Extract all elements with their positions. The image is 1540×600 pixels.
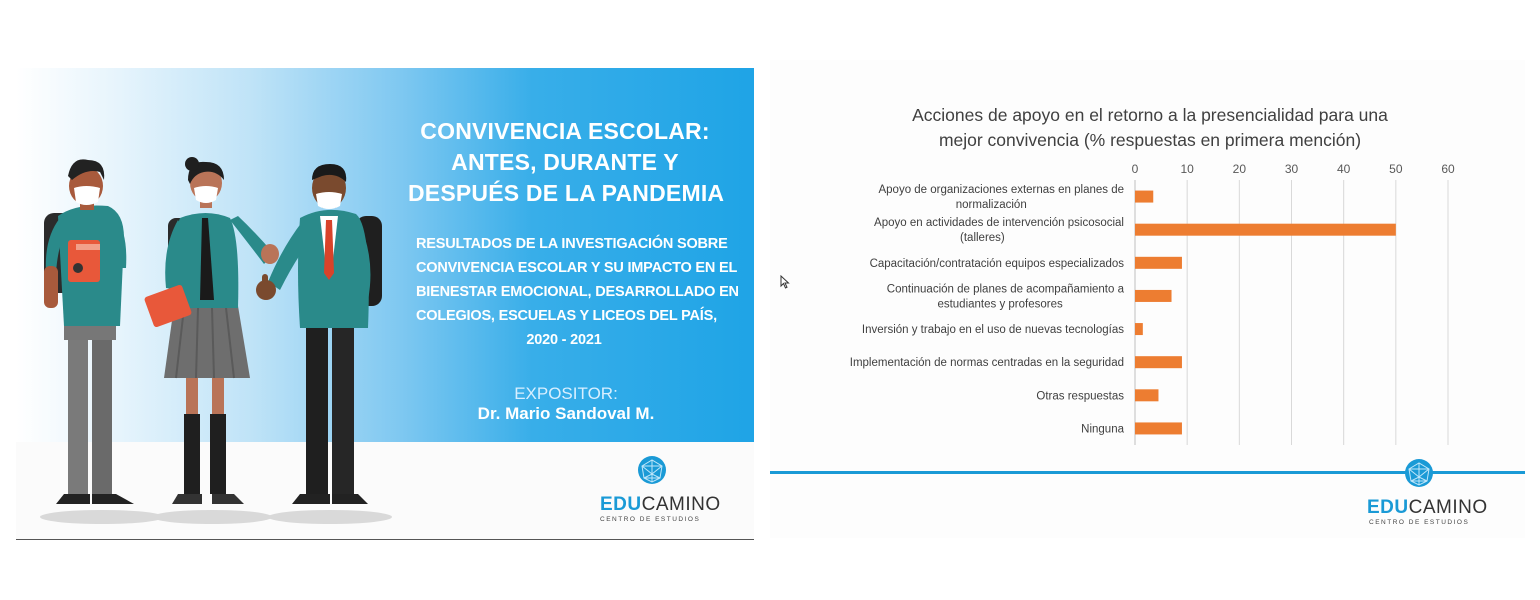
- bar-chart: [770, 60, 1525, 460]
- category-label: Ninguna: [1081, 423, 1124, 436]
- bar: [1135, 389, 1158, 401]
- bar: [1135, 224, 1396, 236]
- slide-subtitle-line-5: 2020 - 2021: [526, 332, 602, 348]
- slide-title-line-1: CONVIVENCIA ESCOLAR:: [420, 118, 710, 144]
- category-label: Implementación de normas centradas en la seguridad: [849, 357, 1124, 370]
- x-tick-label: 20: [1232, 162, 1247, 176]
- x-tick-label: 50: [1389, 162, 1403, 176]
- category-label: Inversión y trabajo en el uso de nuevas tecnologías: [861, 324, 1124, 337]
- slide-subtitle-line-2: CONVIVENCIA ESCOLAR Y SU IMPACTO EN EL: [416, 260, 738, 276]
- bar: [1135, 422, 1182, 434]
- bar: [1135, 290, 1172, 302]
- x-tick-label: 40: [1336, 162, 1351, 176]
- educamino-logo: [598, 454, 721, 524]
- logo-brand: EDUCAMINO: [1367, 497, 1488, 518]
- logo-tagline: CENTRO DE ESTUDIOS: [1369, 519, 1470, 526]
- slide-subtitle-line-3: BIENESTAR EMOCIONAL, DESARROLLADO EN: [416, 284, 739, 300]
- category-label: Apoyo en actividades de intervención psicosocial (talleres): [874, 217, 1124, 245]
- expositor-name: Dr. Mario Sandoval M.: [477, 404, 655, 423]
- x-tick-label: 60: [1441, 162, 1455, 176]
- student-girl: [144, 157, 279, 504]
- educamino-logo: [1367, 457, 1488, 527]
- student-boy-right: [256, 164, 382, 504]
- chart-title-line-1: Acciones de apoyo en el retorno a la presencialidad para una: [912, 105, 1388, 125]
- category-label: Continuación de planes de acompañamiento a estudiantes y profesores: [886, 283, 1124, 311]
- x-tick-label: 10: [1180, 162, 1194, 176]
- bar: [1135, 323, 1143, 335]
- category-label: Otras respuestas: [1036, 390, 1124, 403]
- title-slide: [16, 68, 754, 540]
- slide-subtitle-line-1: RESULTADOS DE LA INVESTIGACIÓN SOBRE: [416, 236, 728, 252]
- students-illustration: [16, 68, 416, 539]
- category-label: Capacitación/contratación equipos especializados: [869, 257, 1124, 270]
- bar: [1135, 356, 1182, 368]
- globe-icon: [1403, 457, 1435, 489]
- x-tick-label: 0: [1131, 162, 1139, 176]
- mouse-cursor-icon: [780, 275, 790, 289]
- slide-title-line-2: ANTES, DURANTE Y: [451, 149, 679, 175]
- bar: [1135, 257, 1182, 269]
- logo-tagline: CENTRO DE ESTUDIOS: [600, 516, 701, 523]
- globe-icon: [636, 454, 668, 486]
- slide-subtitle-line-4: COLEGIOS, ESCUELAS Y LICEOS DEL PAÍS,: [416, 308, 717, 324]
- student-boy-left: [44, 159, 134, 504]
- bar: [1135, 191, 1153, 203]
- chart-title-line-2: mejor convivencia (% respuestas en primera mención): [938, 130, 1362, 150]
- category-label: Apoyo de organizaciones externas en planes de normalización: [878, 184, 1124, 212]
- chart-slide: [770, 60, 1525, 538]
- x-tick-label: 30: [1284, 162, 1299, 176]
- logo-brand: EDUCAMINO: [600, 494, 721, 515]
- slide-title-line-3: DESPUÉS DE LA PANDEMIA: [408, 180, 725, 206]
- expositor-label: EXPOSITOR:: [514, 384, 618, 403]
